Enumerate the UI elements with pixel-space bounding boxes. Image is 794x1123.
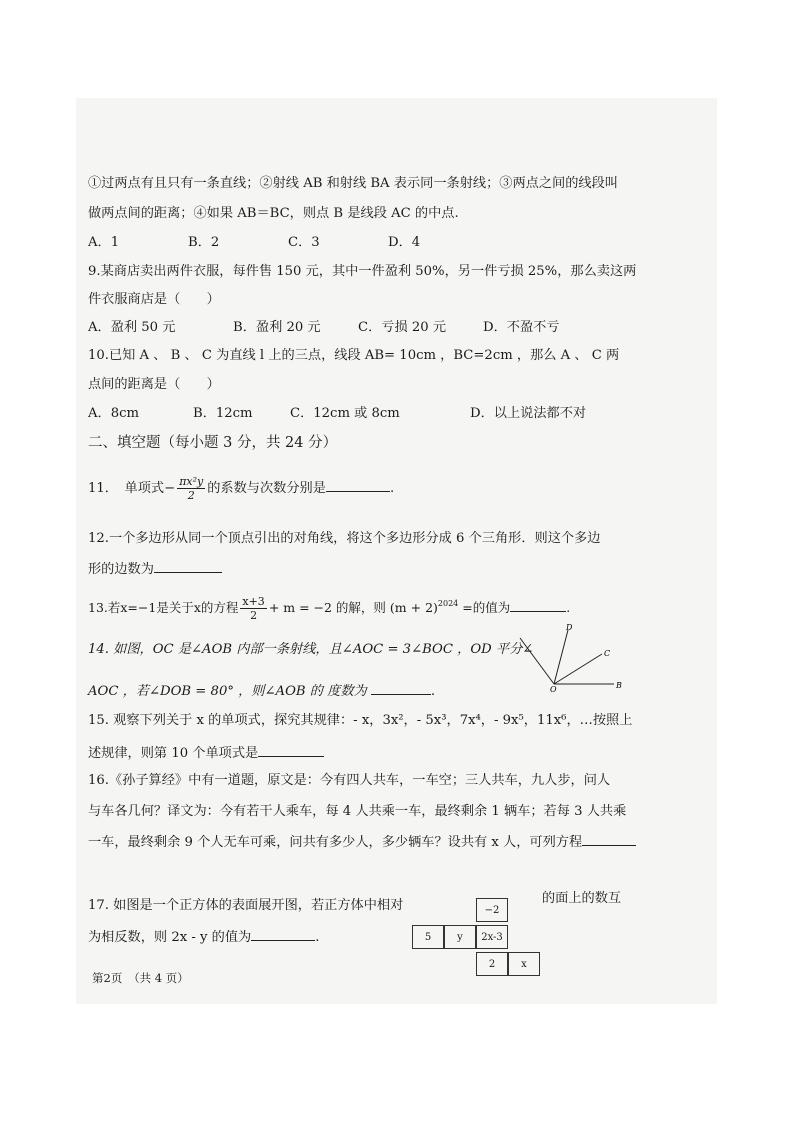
q9-stem-line1: 9.某商店卖出两件衣服，每件售 150 元，其中一件盈利 50%，另一件亏损 25%，那么卖这两 xyxy=(88,264,637,279)
q17-stem-line1: 17. 如图是一个正方体的表面展开图，若正方体中相对 xyxy=(88,898,404,913)
q15-line1 xyxy=(88,712,632,730)
q11-sign: − xyxy=(164,481,176,496)
q13-frac-num: x+3 xyxy=(242,595,265,608)
q17-cube-net xyxy=(412,898,542,980)
net-cell-y: y xyxy=(444,925,476,949)
label-o: O xyxy=(550,685,557,694)
q8-choice-b: B．2 xyxy=(188,235,220,250)
net-cell-top: −2 xyxy=(476,898,508,922)
ray-oa xyxy=(520,638,554,684)
q8-choice-a: A．1 xyxy=(88,235,120,250)
q9-choice-b: B．盈利 20 元 xyxy=(233,320,321,335)
q12-stem-line1: 12.一个多边形从同一个顶点引出的对角线，将这个多边形分成 6 个三角形．则这个多边 xyxy=(88,531,601,546)
q13-expression: (m + 2) xyxy=(389,600,438,615)
net-cell-center: 2x-3 xyxy=(476,925,508,949)
q15-stem: 15. 观察下列关于 x 的单项式，探究其规律： xyxy=(88,713,354,728)
q12-answer-blank[interactable] xyxy=(154,560,222,573)
q17-stem-line1b: 的面上的数互 xyxy=(542,891,622,906)
q11-line: 11． 单项式− $\frac{\text{πx²y}}{2}$ 的系数与次数分别是 . xyxy=(88,475,395,502)
q16-answer-blank[interactable] xyxy=(582,833,636,846)
q17-answer-blank[interactable] xyxy=(251,928,315,941)
q9-choice-c: C．亏损 20 元 xyxy=(358,320,447,335)
q13-suffix: =的值为 xyxy=(462,600,511,615)
q13-line: 13.若x=−1是关于x的方程 $\frac{x+3}{2}$ + m = −2 的解，则 $(m + 2)^{2024}$ =的值为 . xyxy=(88,595,571,622)
q13-mid: + m = −2 的解，则 xyxy=(268,600,386,615)
q8-choice-d: D．4 xyxy=(388,235,421,250)
q16-stem-line3: 一车，最终剩余 9 个人无车可乘，问共有多少人，多少辆车？设共有 x 人，可列方程 xyxy=(88,835,583,850)
q12-stem-line2: 形的边数为 xyxy=(88,562,154,577)
q14-answer-blank[interactable] xyxy=(371,682,431,695)
q11-fraction xyxy=(177,475,205,502)
q9-choice-d: D．不盈不亏 xyxy=(483,320,560,335)
q8-choice-c: C．3 xyxy=(288,235,320,250)
q13-fraction xyxy=(240,595,266,622)
q11-answer-blank[interactable] xyxy=(326,479,390,492)
q17-line2: 为相反数，则 2x - y 的值为 . xyxy=(88,930,320,945)
q14-angle-figure xyxy=(518,620,628,694)
q14-line2: AOC ，若∠DOB = 80° ，则∠AOB 的 度数为 . xyxy=(88,684,436,699)
q13-answer-blank[interactable] xyxy=(510,599,566,612)
q8-statements-line1: ①过两点有且只有一条直线；②射线 AB 和射线 BA 表示同一条射线；③两点之间的线段叫 xyxy=(88,176,618,191)
q15-line2 xyxy=(88,744,324,763)
label-d: D xyxy=(566,623,573,632)
q10-choice-b: B．12cm xyxy=(193,406,253,421)
q9-stem-line2: 件衣服商店是（ ） xyxy=(88,292,220,307)
q13-prefix: 13.若x=−1是关于x的方程 xyxy=(88,600,239,615)
ray-od xyxy=(554,630,568,684)
ray-oc xyxy=(554,654,602,684)
q10-stem-line2: 点间的距离是（ ） xyxy=(88,377,220,392)
label-b: B xyxy=(616,681,622,690)
q8-statements-line2: 做两点间的距离；④如果 AB＝BC，则点 B 是线段 AC 的中点. xyxy=(88,206,459,221)
q15-stem-line2: 述规律，则第 10 个单项式是 xyxy=(88,746,259,761)
q10-choice-d: D．以上说法都不对 xyxy=(470,406,587,421)
net-cell-x: x xyxy=(508,952,540,976)
q13-frac-den: 2 xyxy=(250,609,258,622)
q16-line3 xyxy=(88,833,636,852)
q10-choice-a: A．8cm xyxy=(88,406,139,421)
section-title: 二、填空题（每小题 3 分，共 24 分） xyxy=(88,435,338,451)
q13-exponent: 2024 xyxy=(437,599,459,608)
q17-stem-line2: 为相反数，则 2x - y 的值为 xyxy=(88,930,252,945)
q11-frac-den: 2 xyxy=(187,489,195,502)
label-c: C xyxy=(604,649,611,658)
q14-stem-line2: AOC ，若∠DOB = 80° ，则∠AOB 的 度数为 xyxy=(88,684,367,699)
q12-line2 xyxy=(88,560,222,579)
q14-stem-line1: 14. 如图，OC 是∠AOB 内部一条射线，且∠AOC = 3∠BOC ，OD 平分∠ xyxy=(88,642,534,657)
q11-frac-num: πx²y xyxy=(179,475,204,488)
page-footer: 第2页 （共 4 页） xyxy=(92,971,189,985)
q16-stem-line2: 与车各几何？译文为：今有若干人乘车，每 4 人共乘一车，最终剩余 1 辆车；若每 3 人共乘 xyxy=(88,804,627,819)
net-cell-bottom: 2 xyxy=(476,952,508,976)
q10-stem-line1: 10.已知 A 、 B 、 C 为直线 l 上的三点，线段 AB= 10cm ，BC=2cm ，那么 A 、 C 两 xyxy=(88,348,620,363)
q15-answer-blank[interactable] xyxy=(258,744,324,757)
q9-choice-a: A．盈利 50 元 xyxy=(88,320,176,335)
q11-prefix: 11． 单项式 xyxy=(88,481,165,496)
q10-choice-c: C．12cm 或 8cm xyxy=(290,406,400,421)
q15-sequence: - x，3x²，- 5x³，7x⁴，- 9x⁵，11x⁶，…按照上 xyxy=(353,713,633,728)
q11-suffix: 的系数与次数分别是 xyxy=(207,481,326,496)
q16-stem-line1: 16.《孙子算经》中有一道题，原文是：今有四人共车，一车空；三人共车，九人步，问人 xyxy=(88,773,611,788)
net-cell-left: 5 xyxy=(412,925,444,949)
